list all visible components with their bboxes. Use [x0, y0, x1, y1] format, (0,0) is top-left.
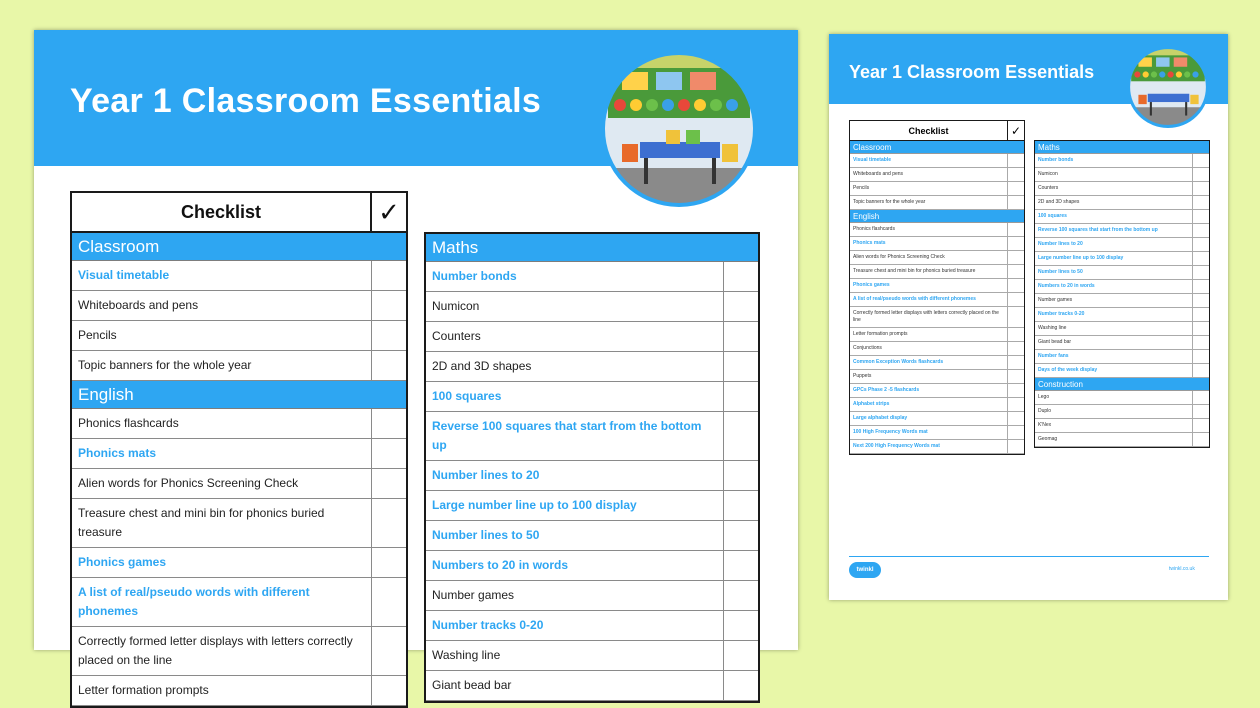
- checkbox[interactable]: [724, 292, 758, 321]
- thumbnail-checklist-table: [849, 120, 1025, 455]
- thumbnail-category-english: English: [850, 210, 1024, 223]
- list-item: [850, 356, 1024, 370]
- list-item: [1035, 154, 1209, 168]
- list-item: [1035, 210, 1209, 224]
- item-text: Lego: [1035, 391, 1193, 404]
- item-text: Common Exception Words flashcards: [850, 356, 1008, 369]
- category-maths: Maths: [426, 234, 758, 262]
- list-item: [72, 261, 406, 291]
- checklist-header: [72, 193, 406, 233]
- list-item: [1035, 336, 1209, 350]
- list-item: [72, 321, 406, 351]
- item-text: Counters: [1035, 182, 1193, 195]
- checkbox[interactable]: [1008, 440, 1024, 453]
- list-item: [850, 279, 1024, 293]
- list-item: [426, 322, 758, 352]
- list-item: [72, 409, 406, 439]
- checkbox[interactable]: [1008, 426, 1024, 439]
- list-item: [850, 223, 1024, 237]
- category-classroom: Classroom: [72, 233, 406, 261]
- item-text: Treasure chest and mini bin for phonics buried treasure: [850, 265, 1008, 278]
- list-item: [426, 382, 758, 412]
- list-item: [1035, 419, 1209, 433]
- thumbnail-category-construction: Construction: [1035, 378, 1209, 391]
- checkbox[interactable]: [724, 671, 758, 700]
- checkbox[interactable]: [1193, 224, 1209, 237]
- checkbox[interactable]: [1008, 370, 1024, 383]
- checkbox[interactable]: [372, 676, 406, 705]
- item-text: Washing line: [1035, 322, 1193, 335]
- list-item: [850, 251, 1024, 265]
- list-item: [1035, 322, 1209, 336]
- list-item: [1035, 238, 1209, 252]
- item-text: Numbers to 20 in words: [1035, 280, 1193, 293]
- item-text: Reverse 100 squares that start from the bottom up: [1035, 224, 1193, 237]
- checkbox[interactable]: [372, 469, 406, 498]
- list-item: [1035, 224, 1209, 238]
- list-item: [1035, 405, 1209, 419]
- list-item: [1035, 364, 1209, 378]
- item-text: Alien words for Phonics Screening Check: [72, 469, 372, 498]
- checkbox[interactable]: [1193, 196, 1209, 209]
- thumbnail-maths-table: [1034, 140, 1210, 448]
- checkbox[interactable]: [372, 291, 406, 320]
- checkbox[interactable]: [1008, 293, 1024, 306]
- checkbox[interactable]: [1193, 266, 1209, 279]
- item-text: Whiteboards and pens: [850, 168, 1008, 181]
- list-item: [850, 154, 1024, 168]
- list-item: [1035, 294, 1209, 308]
- thumbnail-document-page: [829, 34, 1228, 600]
- checklist-heading: Checklist: [72, 193, 372, 231]
- checkbox[interactable]: [372, 351, 406, 380]
- checkbox[interactable]: [1193, 433, 1209, 446]
- checkbox[interactable]: [372, 499, 406, 547]
- item-text: Correctly formed letter displays with letters correctly placed on the line: [72, 627, 372, 675]
- item-text: Number games: [1035, 294, 1193, 307]
- item-text: A list of real/pseudo words with different phonemes: [850, 293, 1008, 306]
- item-text: A list of real/pseudo words with different phonemes: [72, 578, 372, 626]
- list-item: [72, 676, 406, 706]
- item-text: Phonics flashcards: [72, 409, 372, 438]
- checkbox[interactable]: [1008, 182, 1024, 195]
- checkbox[interactable]: [1193, 238, 1209, 251]
- checkbox[interactable]: [1008, 265, 1024, 278]
- item-text: Letter formation prompts: [850, 328, 1008, 341]
- list-item: [1035, 266, 1209, 280]
- checkbox[interactable]: [724, 581, 758, 610]
- list-item: [426, 581, 758, 611]
- checkbox[interactable]: [724, 382, 758, 411]
- list-item: [72, 469, 406, 499]
- item-text: Phonics flashcards: [850, 223, 1008, 236]
- thumbnail-checklist-header: [850, 121, 1024, 141]
- item-text: Large number line up to 100 display: [1035, 252, 1193, 265]
- list-item: [1035, 308, 1209, 322]
- page-title: Year 1 Classroom Essentials: [70, 82, 542, 120]
- checkbox[interactable]: [1193, 350, 1209, 363]
- item-text: Counters: [426, 322, 724, 351]
- list-item: [426, 641, 758, 671]
- item-text: 2D and 3D shapes: [426, 352, 724, 381]
- item-text: Phonics games: [72, 548, 372, 577]
- classroom-illustration: [600, 50, 758, 208]
- item-text: Numbers to 20 in words: [426, 551, 724, 580]
- checkbox[interactable]: [724, 521, 758, 550]
- item-text: Numicon: [1035, 168, 1193, 181]
- item-text: Number games: [426, 581, 724, 610]
- item-text: Pencils: [850, 182, 1008, 195]
- item-text: Giant bead bar: [1035, 336, 1193, 349]
- list-item: [1035, 433, 1209, 447]
- checkbox[interactable]: [1008, 168, 1024, 181]
- item-text: Phonics games: [850, 279, 1008, 292]
- checkbox[interactable]: [1193, 154, 1209, 167]
- list-item: [850, 398, 1024, 412]
- main-document-page: [34, 30, 798, 697]
- list-item: [72, 578, 406, 627]
- checkbox[interactable]: [372, 409, 406, 438]
- checkbox[interactable]: [1193, 280, 1209, 293]
- item-text: Days of the week display: [1035, 364, 1193, 377]
- item-text: Number lines to 20: [426, 461, 724, 490]
- checkbox[interactable]: [1193, 308, 1209, 321]
- checkbox[interactable]: [1193, 252, 1209, 265]
- checkbox[interactable]: [1193, 391, 1209, 404]
- list-item: [850, 384, 1024, 398]
- item-text: Puppets: [850, 370, 1008, 383]
- checkbox[interactable]: [372, 578, 406, 626]
- checkbox[interactable]: [1008, 196, 1024, 209]
- list-item: [72, 351, 406, 381]
- item-text: Letter formation prompts: [72, 676, 372, 705]
- item-text: Number bonds: [426, 262, 724, 291]
- item-text: Alien words for Phonics Screening Check: [850, 251, 1008, 264]
- list-item: [1035, 391, 1209, 405]
- checkbox[interactable]: [372, 439, 406, 468]
- checkbox[interactable]: [724, 461, 758, 490]
- checkbox[interactable]: [724, 352, 758, 381]
- item-text: Number bonds: [1035, 154, 1193, 167]
- thumbnail-page-title: Year 1 Classroom Essentials: [849, 62, 1095, 82]
- checkbox[interactable]: [1008, 237, 1024, 250]
- list-item: [426, 611, 758, 641]
- checkbox[interactable]: [1193, 322, 1209, 335]
- item-text: Number tracks 0-20: [426, 611, 724, 640]
- item-text: Whiteboards and pens: [72, 291, 372, 320]
- item-text: Washing line: [426, 641, 724, 670]
- checkbox[interactable]: [1193, 182, 1209, 195]
- list-item: [426, 461, 758, 491]
- list-item: [850, 342, 1024, 356]
- checkbox[interactable]: [724, 611, 758, 640]
- list-item: [426, 292, 758, 322]
- checkbox[interactable]: [1008, 384, 1024, 397]
- list-item: [426, 412, 758, 461]
- item-text: Geomag: [1035, 433, 1193, 446]
- item-text: Number lines to 50: [426, 521, 724, 550]
- list-item: [1035, 196, 1209, 210]
- item-text: Phonics mats: [72, 439, 372, 468]
- item-text: K'Nex: [1035, 419, 1193, 432]
- checkbox[interactable]: [1008, 154, 1024, 167]
- list-item: [426, 262, 758, 292]
- thumbnail-checklist-heading: Checklist: [850, 121, 1008, 140]
- item-text: Duplo: [1035, 405, 1193, 418]
- list-item: [850, 182, 1024, 196]
- item-text: 100 squares: [1035, 210, 1193, 223]
- item-text: Large number line up to 100 display: [426, 491, 724, 520]
- item-text: Numicon: [426, 292, 724, 321]
- checkbox[interactable]: [1008, 251, 1024, 264]
- list-item: [72, 499, 406, 548]
- item-text: 2D and 3D shapes: [1035, 196, 1193, 209]
- checkbox[interactable]: [724, 322, 758, 351]
- list-item: [72, 291, 406, 321]
- thumbnail-category-classroom: Classroom: [850, 141, 1024, 154]
- item-text: Correctly formed letter displays with letters correctly placed on the line: [850, 307, 1008, 327]
- checkbox[interactable]: [1193, 419, 1209, 432]
- footer-url: twinkl.co.uk: [1169, 566, 1195, 572]
- checkbox[interactable]: [372, 321, 406, 350]
- checkbox[interactable]: [1193, 168, 1209, 181]
- checkmark-icon: ✓: [378, 196, 400, 227]
- list-item: [426, 491, 758, 521]
- checkbox[interactable]: [372, 261, 406, 290]
- checkbox[interactable]: [1193, 294, 1209, 307]
- list-item: [850, 412, 1024, 426]
- list-item: [850, 426, 1024, 440]
- item-text: Next 200 High Frequency Words mat: [850, 440, 1008, 453]
- list-item: [1035, 350, 1209, 364]
- list-item: [850, 168, 1024, 182]
- checkbox[interactable]: [724, 262, 758, 291]
- item-text: Number lines to 20: [1035, 238, 1193, 251]
- list-item: [1035, 280, 1209, 294]
- checkbox[interactable]: [1193, 364, 1209, 377]
- item-text: Phonics mats: [850, 237, 1008, 250]
- thumbnail-checkmark-icon: ✓: [1010, 123, 1022, 138]
- list-item: [1035, 252, 1209, 266]
- checkbox[interactable]: [1008, 342, 1024, 355]
- list-item: [850, 328, 1024, 342]
- list-item: [72, 548, 406, 578]
- checkbox[interactable]: [1008, 279, 1024, 292]
- item-text: GPCs Phase 2 -5 flashcards: [850, 384, 1008, 397]
- thumbnail-category-maths: Maths: [1035, 141, 1209, 154]
- item-text: Pencils: [72, 321, 372, 350]
- list-item: [850, 370, 1024, 384]
- thumbnail-classroom-illustration: [1127, 46, 1209, 128]
- twinkl-logo: twinkl: [849, 562, 881, 578]
- item-text: Visual timetable: [850, 154, 1008, 167]
- item-text: Number lines to 50: [1035, 266, 1193, 279]
- list-item: [426, 551, 758, 581]
- checkbox[interactable]: [1008, 307, 1024, 327]
- checkbox[interactable]: [1008, 412, 1024, 425]
- item-text: Giant bead bar: [426, 671, 724, 700]
- item-text: Number tracks 0-20: [1035, 308, 1193, 321]
- item-text: 100 High Frequency Words mat: [850, 426, 1008, 439]
- list-item: [72, 439, 406, 469]
- item-text: Visual timetable: [72, 261, 372, 290]
- checkbox[interactable]: [1193, 336, 1209, 349]
- item-text: Number fans: [1035, 350, 1193, 363]
- list-item: [850, 440, 1024, 454]
- item-text: Reverse 100 squares that start from the bottom up: [426, 412, 724, 460]
- list-item: [72, 627, 406, 676]
- list-item: [850, 307, 1024, 328]
- list-item: [850, 196, 1024, 210]
- maths-table: [424, 232, 760, 703]
- item-text: Alphabet strips: [850, 398, 1008, 411]
- list-item: [1035, 182, 1209, 196]
- checkbox[interactable]: [1008, 398, 1024, 411]
- list-item: [426, 521, 758, 551]
- item-text: Treasure chest and mini bin for phonics buried treasure: [72, 499, 372, 547]
- item-text: 100 squares: [426, 382, 724, 411]
- category-english: English: [72, 381, 406, 409]
- checkbox[interactable]: [724, 641, 758, 670]
- checkbox[interactable]: [724, 412, 758, 460]
- checkbox[interactable]: [1008, 223, 1024, 236]
- item-text: Topic banners for the whole year: [72, 351, 372, 380]
- checkbox[interactable]: [1008, 356, 1024, 369]
- list-item: [1035, 168, 1209, 182]
- footer-divider: [849, 556, 1209, 557]
- checkbox[interactable]: [1193, 210, 1209, 223]
- checkbox[interactable]: [372, 627, 406, 675]
- list-item: [850, 237, 1024, 251]
- list-item: [850, 293, 1024, 307]
- checkbox[interactable]: [372, 548, 406, 577]
- list-item: [850, 265, 1024, 279]
- checkbox[interactable]: [724, 491, 758, 520]
- item-text: Conjunctions: [850, 342, 1008, 355]
- checkbox[interactable]: [1008, 328, 1024, 341]
- checkbox[interactable]: [1193, 405, 1209, 418]
- checkbox[interactable]: [724, 551, 758, 580]
- item-text: Topic banners for the whole year: [850, 196, 1008, 209]
- list-item: [426, 671, 758, 701]
- checklist-table: [70, 191, 408, 708]
- item-text: Large alphabet display: [850, 412, 1008, 425]
- list-item: [426, 352, 758, 382]
